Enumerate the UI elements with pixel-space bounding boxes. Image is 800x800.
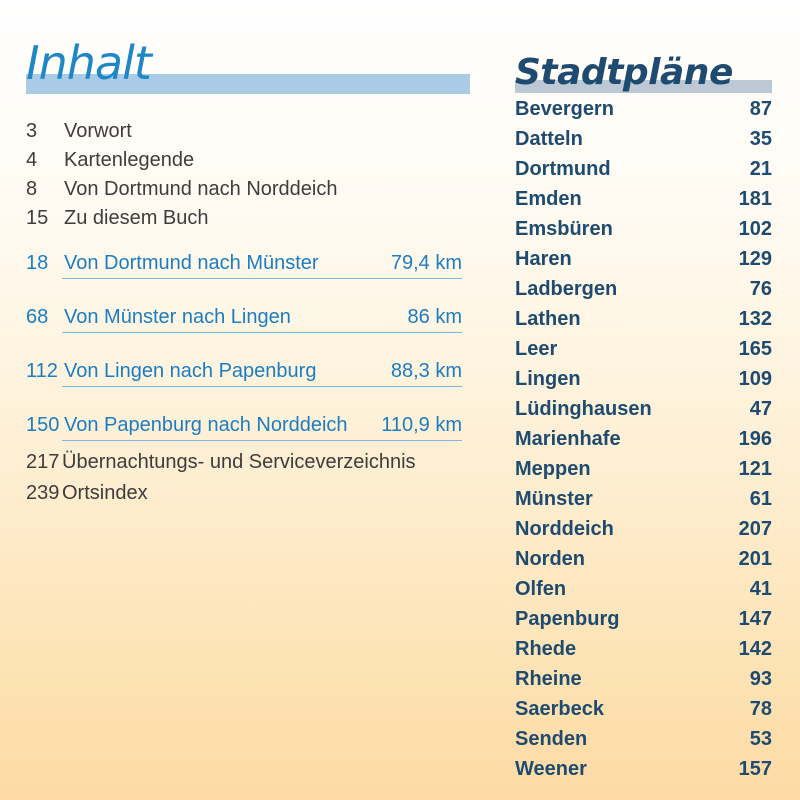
city-map-entry[interactable] <box>515 454 772 484</box>
city-name: Ladbergen <box>515 278 618 300</box>
toc-page-number: 112 <box>26 360 58 382</box>
city-name: Datteln <box>515 128 583 150</box>
city-map-entry[interactable] <box>515 664 772 694</box>
city-page-number: 121 <box>738 458 772 480</box>
city-page-number: 47 <box>749 398 772 420</box>
city-name: Leer <box>515 338 558 360</box>
city-name: Lüdinghausen <box>515 398 652 420</box>
city-page-number: 21 <box>749 158 772 180</box>
toc-entry-text: Übernachtungs- und Serviceverzeichnis <box>62 451 416 473</box>
toc-route-distance: 88,3 km <box>390 360 462 382</box>
toc-route-distance: 86 km <box>407 306 462 328</box>
city-page-number: 109 <box>738 368 772 390</box>
city-map-entry[interactable] <box>515 274 772 304</box>
toc-entry[interactable] <box>26 147 194 173</box>
toc-route-distance: 110,9 km <box>381 414 462 436</box>
city-map-entry[interactable] <box>515 574 772 604</box>
city-page-number: 165 <box>738 338 772 360</box>
city-page-number: 41 <box>749 578 772 600</box>
city-map-entry[interactable] <box>515 544 772 574</box>
city-map-entry[interactable] <box>515 604 772 634</box>
toc-page-number: 217 <box>26 451 60 473</box>
toc-route-text: Von Lingen nach Papenburg <box>64 360 317 382</box>
toc-entry-text: Von Dortmund nach Norddeich <box>64 178 338 200</box>
toc-route-text: Von Münster nach Lingen <box>64 306 291 328</box>
city-name: Marienhafe <box>515 428 621 450</box>
city-page-number: 129 <box>738 248 772 270</box>
city-maps-section <box>515 50 775 780</box>
city-map-entry[interactable] <box>515 754 772 784</box>
city-map-entry[interactable] <box>515 484 772 514</box>
city-map-entry[interactable] <box>515 244 772 274</box>
city-page-number: 102 <box>738 218 772 240</box>
toc-page-number: 15 <box>26 207 49 229</box>
city-page-number: 132 <box>738 308 772 330</box>
toc-page-number: 4 <box>26 149 38 171</box>
toc-entry-text: Kartenlegende <box>64 149 195 171</box>
contents-section <box>26 30 476 504</box>
toc-entry[interactable] <box>26 118 132 144</box>
toc-route-entry[interactable] <box>26 304 462 330</box>
toc-route-distance: 79,4 km <box>390 252 462 274</box>
city-page-number: 196 <box>738 428 772 450</box>
toc-page-number: 239 <box>26 482 60 504</box>
city-name: Bevergern <box>515 98 614 120</box>
city-page-number: 181 <box>738 188 772 210</box>
city-page-number: 76 <box>749 278 772 300</box>
city-map-entry[interactable] <box>515 424 772 454</box>
city-page-number: 147 <box>738 608 772 630</box>
city-name: Rheine <box>515 668 582 690</box>
city-name: Senden <box>515 728 588 750</box>
city-map-entry[interactable] <box>515 124 772 154</box>
toc-entry[interactable] <box>26 480 148 506</box>
toc-route-entry[interactable] <box>26 250 462 276</box>
city-page-number: 157 <box>738 758 772 780</box>
toc-entry-text: Zu diesem Buch <box>64 207 209 229</box>
toc-page-number: 3 <box>26 120 38 142</box>
city-name: Emden <box>515 188 582 210</box>
toc-page-number: 18 <box>26 252 49 274</box>
city-name: Olfen <box>515 578 567 600</box>
city-map-entry[interactable] <box>515 694 772 724</box>
toc-entry[interactable] <box>26 176 338 202</box>
city-map-entry[interactable] <box>515 304 772 334</box>
toc-entry[interactable] <box>26 205 209 231</box>
toc-route-text: Von Papenburg nach Norddeich <box>64 414 348 436</box>
city-name: Lingen <box>515 368 581 390</box>
city-name: Haren <box>515 248 572 270</box>
city-name: Münster <box>515 488 593 510</box>
city-page-number: 93 <box>749 668 772 690</box>
city-name: Saerbeck <box>515 698 604 720</box>
city-name: Lathen <box>515 308 581 330</box>
toc-page-number: 68 <box>26 306 49 328</box>
city-maps-header <box>515 50 775 96</box>
toc-route-text: Von Dortmund nach Münster <box>64 252 319 274</box>
city-page-number: 87 <box>749 98 772 120</box>
contents-title: Inhalt <box>26 36 151 90</box>
city-name: Emsbüren <box>515 218 613 240</box>
city-map-entry[interactable] <box>515 634 772 664</box>
toc-route-entry[interactable] <box>26 358 462 384</box>
city-page-number: 53 <box>749 728 772 750</box>
city-page-number: 207 <box>738 518 772 540</box>
city-page-number: 78 <box>749 698 772 720</box>
city-page-number: 201 <box>738 548 772 570</box>
city-name: Papenburg <box>515 608 620 630</box>
city-name: Weener <box>515 758 587 780</box>
city-map-entry[interactable] <box>515 214 772 244</box>
city-name: Norddeich <box>515 518 614 540</box>
city-name: Meppen <box>515 458 591 480</box>
city-map-entry[interactable] <box>515 154 772 184</box>
toc-page-number: 8 <box>26 178 38 200</box>
city-map-entry[interactable] <box>515 94 772 124</box>
city-name: Rhede <box>515 638 577 660</box>
city-map-entry[interactable] <box>515 334 772 364</box>
city-map-entry[interactable] <box>515 364 772 394</box>
city-page-number: 61 <box>749 488 772 510</box>
toc-page-number: 150 <box>26 414 60 436</box>
city-map-entry[interactable] <box>515 394 772 424</box>
toc-entry-text: Vorwort <box>64 120 132 142</box>
city-page-number: 35 <box>749 128 772 150</box>
city-name: Dortmund <box>515 158 611 180</box>
city-maps-title: Stadtpläne <box>515 52 733 93</box>
toc-route-entry[interactable] <box>26 412 462 438</box>
city-map-entry[interactable] <box>515 724 772 754</box>
city-name: Norden <box>515 548 585 570</box>
toc-entry-text: Ortsindex <box>62 482 148 504</box>
city-map-entry[interactable] <box>515 514 772 544</box>
toc-entry[interactable] <box>26 449 416 475</box>
city-map-entry[interactable] <box>515 184 772 214</box>
city-page-number: 142 <box>738 638 772 660</box>
contents-header <box>26 30 476 100</box>
